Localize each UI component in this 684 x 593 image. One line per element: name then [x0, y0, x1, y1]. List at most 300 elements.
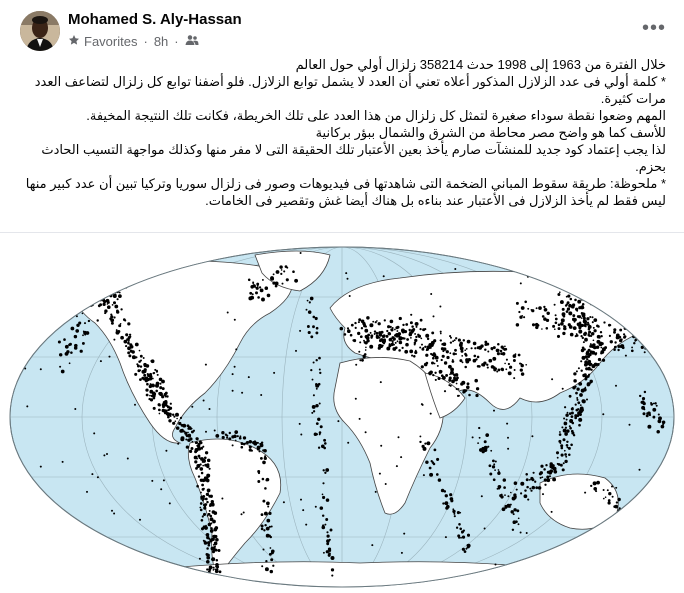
post-line: * ملحوظة: طريقة سقوط المباني الضخمة التى شاهدتها فى فيديوهات وصور فى زلزال سوريا وتركيا تبين أن عدد كبير منها ليس فقط لم يأخذ الزلازل فى الأعتبار عند بناءه بل هناك أيضا غش وتقصير فى الخامات. [25, 176, 666, 208]
earthquake-dot [82, 342, 85, 345]
earthquake-dot [474, 347, 476, 349]
earthquake-dot [107, 285, 110, 288]
earthquake-dot [437, 365, 439, 367]
earthquake-dot [246, 441, 249, 444]
earthquake-dot [109, 356, 111, 358]
earthquake-dot [125, 282, 128, 285]
earthquake-dot [323, 439, 326, 442]
earthquake-dot [365, 347, 367, 349]
earthquake-dot [270, 547, 272, 549]
earthquake-dot [587, 367, 591, 371]
earthquake-dot [168, 419, 171, 422]
earthquake-dot [579, 413, 582, 416]
earthquake-dot [358, 318, 361, 321]
earthquake-dot [376, 335, 379, 338]
earthquake-dot [361, 359, 364, 362]
earthquake-dot [533, 472, 535, 474]
author-name[interactable]: Mohamed S. Aly-Hassan [68, 11, 242, 28]
earthquake-dot [234, 430, 238, 434]
earthquake-dot [110, 314, 112, 316]
earthquake-dot [578, 315, 581, 318]
earthquake-dot [100, 293, 103, 296]
earthquake-dot [572, 314, 575, 317]
earthquake-dot [266, 534, 270, 538]
earthquake-dot [558, 283, 560, 285]
earthquake-dot [508, 363, 510, 365]
earthquake-dot [404, 350, 408, 354]
avatar[interactable] [20, 11, 60, 51]
earthquake-dot [573, 318, 576, 321]
earthquake-dot [82, 313, 84, 315]
earthquake-dot [283, 270, 285, 272]
earthquake-dot [616, 501, 618, 503]
earthquake-dot [316, 359, 318, 361]
earthquake-dot [559, 433, 562, 436]
earthquake-dot [259, 286, 261, 288]
earthquake-dot [241, 442, 244, 445]
earthquake-dot [331, 575, 333, 577]
earthquake-dot [464, 349, 466, 351]
earthquake-dot [577, 300, 581, 304]
earthquake-dot [164, 411, 166, 413]
earthquake-dot [324, 442, 327, 445]
earthquake-dot [281, 269, 283, 271]
earthquake-dot [543, 468, 546, 471]
earthquake-dot [584, 387, 586, 389]
earthquake-dot [215, 549, 218, 552]
earthquake-dot [206, 463, 209, 466]
earthquake-dot [600, 350, 604, 354]
earthquake-dot [615, 487, 617, 489]
earthquake-dot [529, 479, 531, 481]
earthquake-dot [201, 472, 204, 475]
earthquake-dot [350, 334, 353, 337]
earthquake-dot [324, 524, 326, 526]
earthquake-dot [500, 352, 503, 355]
earthquake-dot [203, 540, 205, 542]
earthquake-dot [648, 342, 650, 344]
earthquake-dot [262, 548, 264, 550]
earthquake-dot [216, 559, 219, 562]
earthquake-dot [513, 508, 516, 511]
earthquake-dot [319, 369, 321, 371]
earthquake-dot [440, 331, 442, 333]
earthquake-dot [442, 355, 445, 358]
earthquake-dot [323, 552, 325, 554]
earthquake-dot [576, 414, 579, 417]
earthquake-dot [417, 334, 419, 336]
earthquake-dot [195, 441, 198, 444]
earthquake-dot [140, 355, 143, 358]
post-line: خلال الفترة من 1963 إلى 1998 حدث 358214 زلزال أولي حول العالم [295, 57, 666, 72]
earthquake-dot [93, 299, 95, 301]
earthquake-dot [103, 454, 105, 456]
earthquake-dot [271, 550, 275, 554]
earthquake-dot [127, 351, 130, 354]
earthquake-dot [62, 461, 64, 463]
earthquake-dot [172, 413, 174, 415]
earthquake-dot [402, 324, 404, 326]
earthquake-dot [369, 323, 373, 327]
earthquake-dot [395, 326, 398, 329]
earthquake-dot [74, 297, 78, 301]
earthquake-dot [316, 433, 318, 435]
earthquake-dot [515, 520, 518, 523]
earthquake-dot [460, 382, 463, 385]
earthquake-dot [477, 442, 479, 444]
earthquake-dot [146, 364, 150, 368]
earthquake-dot [584, 363, 588, 367]
earthquake-dot [74, 346, 78, 350]
earthquake-dot [424, 443, 426, 445]
earthquake-dot [163, 479, 165, 481]
earthquake-dot [453, 513, 455, 515]
earthquake-dot [272, 565, 274, 567]
earthquake-dot [88, 320, 90, 322]
earthquake-dot [425, 334, 429, 338]
earthquake-dot [206, 479, 210, 483]
earthquake-dot [272, 281, 275, 284]
earthquake-dot [187, 434, 191, 438]
earthquake-dot [440, 340, 442, 342]
earthquake-dot [214, 526, 218, 530]
earthquake-dot [282, 283, 284, 285]
earthquake-dot [497, 343, 500, 346]
earthquake-dot [567, 295, 570, 298]
earthquake-dot [259, 443, 261, 445]
earthquake-dot [484, 341, 487, 344]
earthquake-dot [205, 451, 208, 454]
earthquake-dot [634, 534, 638, 538]
post-header [0, 0, 684, 56]
earthquake-dot [546, 475, 549, 478]
earthquake-dot [226, 437, 228, 439]
earthquake-dot [268, 512, 271, 515]
earthquake-dot [573, 372, 576, 375]
earthquake-dot [524, 494, 528, 498]
earthquake-dot [452, 360, 455, 363]
earthquake-dot [549, 475, 551, 477]
earthquake-dot [593, 487, 597, 491]
earthquake-dot [235, 348, 237, 350]
earthquake-dot [564, 270, 566, 272]
earthquake-dot [260, 394, 262, 396]
earthquake-dot [552, 275, 555, 278]
earthquake-dot [540, 477, 542, 479]
earthquake-dot [202, 515, 204, 517]
earthquake-dot [475, 394, 478, 397]
earthquake-dot [380, 445, 382, 447]
earthquake-dot [61, 370, 65, 374]
earthquake-dot [352, 339, 354, 341]
earthquake-dot [463, 339, 465, 341]
earthquake-dot [572, 422, 574, 424]
audience-label[interactable]: Favorites [84, 33, 138, 49]
earthquake-dot [524, 489, 526, 491]
earthquake-dot [324, 472, 326, 474]
earthquake-dot [190, 428, 192, 430]
earthquake-dot [639, 395, 641, 397]
earthquake-dot [265, 560, 267, 562]
earthquake-dot [557, 293, 560, 296]
earthquake-dot [370, 336, 372, 338]
earthquake-dot [538, 486, 542, 490]
earthquake-dot [546, 312, 549, 315]
earthquake-dot [203, 400, 205, 402]
earthquake-dot [386, 335, 389, 338]
earthquake-dot [422, 445, 425, 448]
earthquake-dot [70, 351, 73, 354]
earthquake-dot [250, 296, 254, 300]
earthquake-dot [661, 425, 665, 429]
earthquake-dot [210, 515, 213, 518]
earthquake-dot [300, 499, 302, 501]
earthquake-dot [419, 441, 421, 443]
earthquake-dot [638, 334, 641, 337]
earthquake-dot [568, 323, 571, 326]
earthquake-dot [492, 357, 496, 361]
earthquake-dot [620, 329, 622, 331]
earthquake-dot [331, 568, 334, 571]
earthquake-dot [347, 327, 349, 329]
earthquake-dot [209, 503, 213, 507]
earthquake-dot [367, 334, 370, 337]
earthquake-dot [597, 325, 600, 328]
earthquake-dot [575, 386, 577, 388]
earthquake-dot [592, 316, 594, 318]
earthquake-dot [622, 346, 625, 349]
earthquake-dot [535, 486, 538, 489]
post-time[interactable]: 8h [153, 33, 169, 49]
earthquake-dot [401, 329, 405, 333]
earthquake-dot [25, 553, 27, 555]
earthquake-dot [403, 533, 405, 535]
earthquake-dot [359, 418, 361, 420]
earthquake-dot [613, 505, 616, 508]
earthquake-dot [460, 537, 462, 539]
earthquake-dot [347, 442, 349, 444]
earthquake-dot [206, 476, 209, 479]
earthquake-dot [576, 370, 578, 372]
earthquake-dot [445, 506, 448, 509]
earthquake-dot [477, 356, 480, 359]
earthquake-dot [394, 329, 396, 331]
earthquake-dot [363, 355, 366, 358]
earthquake-dot [433, 353, 437, 357]
earthquake-dot [562, 332, 565, 335]
earthquake-dot [565, 427, 567, 429]
earthquake-dot [504, 363, 506, 365]
earthquake-dot [128, 336, 131, 339]
earthquake-dot [620, 519, 622, 521]
earthquake-dot [610, 340, 613, 343]
earthquake-dot [512, 529, 514, 531]
earthquake-dot [331, 556, 335, 560]
earthquake-dot [635, 526, 638, 529]
earthquake-dot [446, 350, 449, 353]
earthquake-dot [249, 445, 252, 448]
earthquake-dot [519, 316, 522, 319]
earthquake-dot [323, 447, 326, 450]
earthquake-dot [559, 291, 561, 293]
earthquake-dot [221, 431, 224, 434]
earthquake-dot [484, 528, 486, 530]
earthquake-dot [473, 359, 477, 363]
earthquake-dot [262, 461, 266, 465]
earthquake-dot [206, 493, 209, 496]
earthquake-dot [603, 498, 605, 500]
earthquake-dot [519, 363, 521, 365]
earthquake-dot [322, 482, 324, 484]
earthquake-dot [77, 299, 81, 303]
earthquake-dot [347, 329, 351, 333]
earthquake-dot [265, 479, 267, 481]
earthquake-dot [322, 496, 325, 499]
earthquake-dot [416, 326, 418, 328]
earthquake-dot [427, 338, 429, 340]
earthquake-dot [173, 416, 175, 418]
earthquake-dot [212, 550, 215, 553]
earthquake-dot [474, 379, 478, 383]
earthquake-dot [320, 506, 324, 510]
earthquake-dot [180, 417, 182, 419]
earthquake-dot [431, 331, 434, 334]
earthquake-dot [100, 360, 102, 362]
earthquake-dot [492, 465, 495, 468]
earthquake-dot [623, 333, 625, 335]
earthquake-dot [560, 300, 564, 304]
earthquake-dot [430, 293, 432, 295]
earthquake-dot [656, 405, 658, 407]
earthquake-dot [151, 480, 153, 482]
earthquake-dot [432, 357, 435, 360]
earthquake-dot [529, 488, 531, 490]
friends-icon[interactable] [185, 34, 199, 49]
earthquake-dot [588, 325, 590, 327]
earthquake-dot [384, 319, 386, 321]
earthquake-dot [365, 349, 367, 351]
earthquake-dot [199, 558, 201, 560]
earthquake-dot [128, 341, 130, 343]
earthquake-dot [221, 498, 223, 500]
earthquake-dot [493, 463, 495, 465]
earthquake-dot [395, 342, 397, 344]
earthquake-dot [609, 335, 611, 337]
earthquake-dot [318, 357, 321, 360]
earthquake-dot [165, 396, 167, 398]
earthquake-dot [630, 532, 632, 534]
earthquake-dot [530, 478, 532, 480]
earthquake-dot [637, 520, 641, 524]
earthquake-dot [444, 390, 446, 392]
earthquake-dot [65, 345, 69, 349]
earthquake-dot [618, 336, 621, 339]
earthquake-dot [63, 338, 66, 341]
earthquake-dot [598, 358, 601, 361]
earthquake-dot [460, 346, 462, 348]
earthquake-dot [91, 473, 93, 475]
earthquake-dot [448, 379, 451, 382]
earthquake-dot [518, 517, 520, 519]
earthquake-dot [231, 435, 234, 438]
earthquake-dot [562, 388, 564, 390]
earthquake-dot [200, 509, 203, 512]
earthquake-dot [579, 321, 581, 323]
post-image[interactable] [0, 232, 684, 593]
earthquake-dot [458, 339, 461, 342]
earthquake-dot [196, 485, 199, 488]
earthquake-dot [329, 539, 331, 541]
earthquake-dot [503, 478, 506, 481]
more-options-button[interactable] [640, 14, 668, 42]
earthquake-dot [578, 330, 582, 334]
earthquake-dot [81, 299, 84, 302]
earthquake-dot [112, 304, 114, 306]
earthquake-dot [567, 412, 569, 414]
earthquake-dot [633, 342, 635, 344]
earthquake-dot [545, 464, 547, 466]
earthquake-dot [476, 387, 479, 390]
earthquake-dot [621, 536, 623, 538]
earthquake-dot [201, 484, 204, 487]
earthquake-dot [96, 319, 98, 321]
earthquake-dot [507, 495, 509, 497]
earthquake-dot [210, 495, 213, 498]
earthquake-dot [579, 327, 581, 329]
earthquake-dot [228, 437, 231, 440]
earthquake-dot [110, 318, 114, 322]
earthquake-dot [390, 326, 392, 328]
earthquake-dot [538, 306, 542, 310]
earthquake-dot [429, 370, 433, 374]
earthquake-dot [550, 470, 552, 472]
earthquake-dot [574, 292, 577, 295]
earthquake-dot [134, 373, 137, 376]
earthquake-dot [155, 578, 157, 580]
earthquake-dot [147, 378, 150, 381]
earthquake-dot [430, 413, 432, 415]
earthquake-dot [516, 489, 518, 491]
earthquake-dot [628, 505, 631, 508]
earthquake-dot [569, 283, 572, 286]
earthquake-dot [214, 535, 217, 538]
earthquake-dot [210, 522, 212, 524]
earthquake-dot [506, 423, 508, 425]
earthquake-dot [159, 392, 163, 396]
earthquake-dot [65, 304, 69, 308]
earthquake-dot [482, 364, 485, 367]
earthquake-dot [212, 520, 216, 524]
earthquake-dot [580, 404, 582, 406]
earthquake-dot [607, 501, 610, 504]
earthquake-dot [562, 312, 566, 316]
earthquake-dot [600, 335, 602, 337]
earthquake-dot [365, 431, 367, 433]
earthquake-dot [211, 500, 214, 503]
earthquake-dot [581, 312, 583, 314]
earthquake-dot [541, 328, 543, 330]
earthquake-dot [354, 322, 356, 324]
earthquake-dot [608, 499, 611, 502]
earthquake-dot [501, 368, 504, 371]
earthquake-dot [160, 488, 162, 490]
earthquake-dot [258, 450, 260, 452]
earthquake-dot [347, 278, 349, 280]
earthquake-dot [463, 389, 467, 393]
earthquake-dot [162, 405, 165, 408]
earthquake-dot [569, 427, 572, 430]
earthquake-dot [202, 465, 204, 467]
